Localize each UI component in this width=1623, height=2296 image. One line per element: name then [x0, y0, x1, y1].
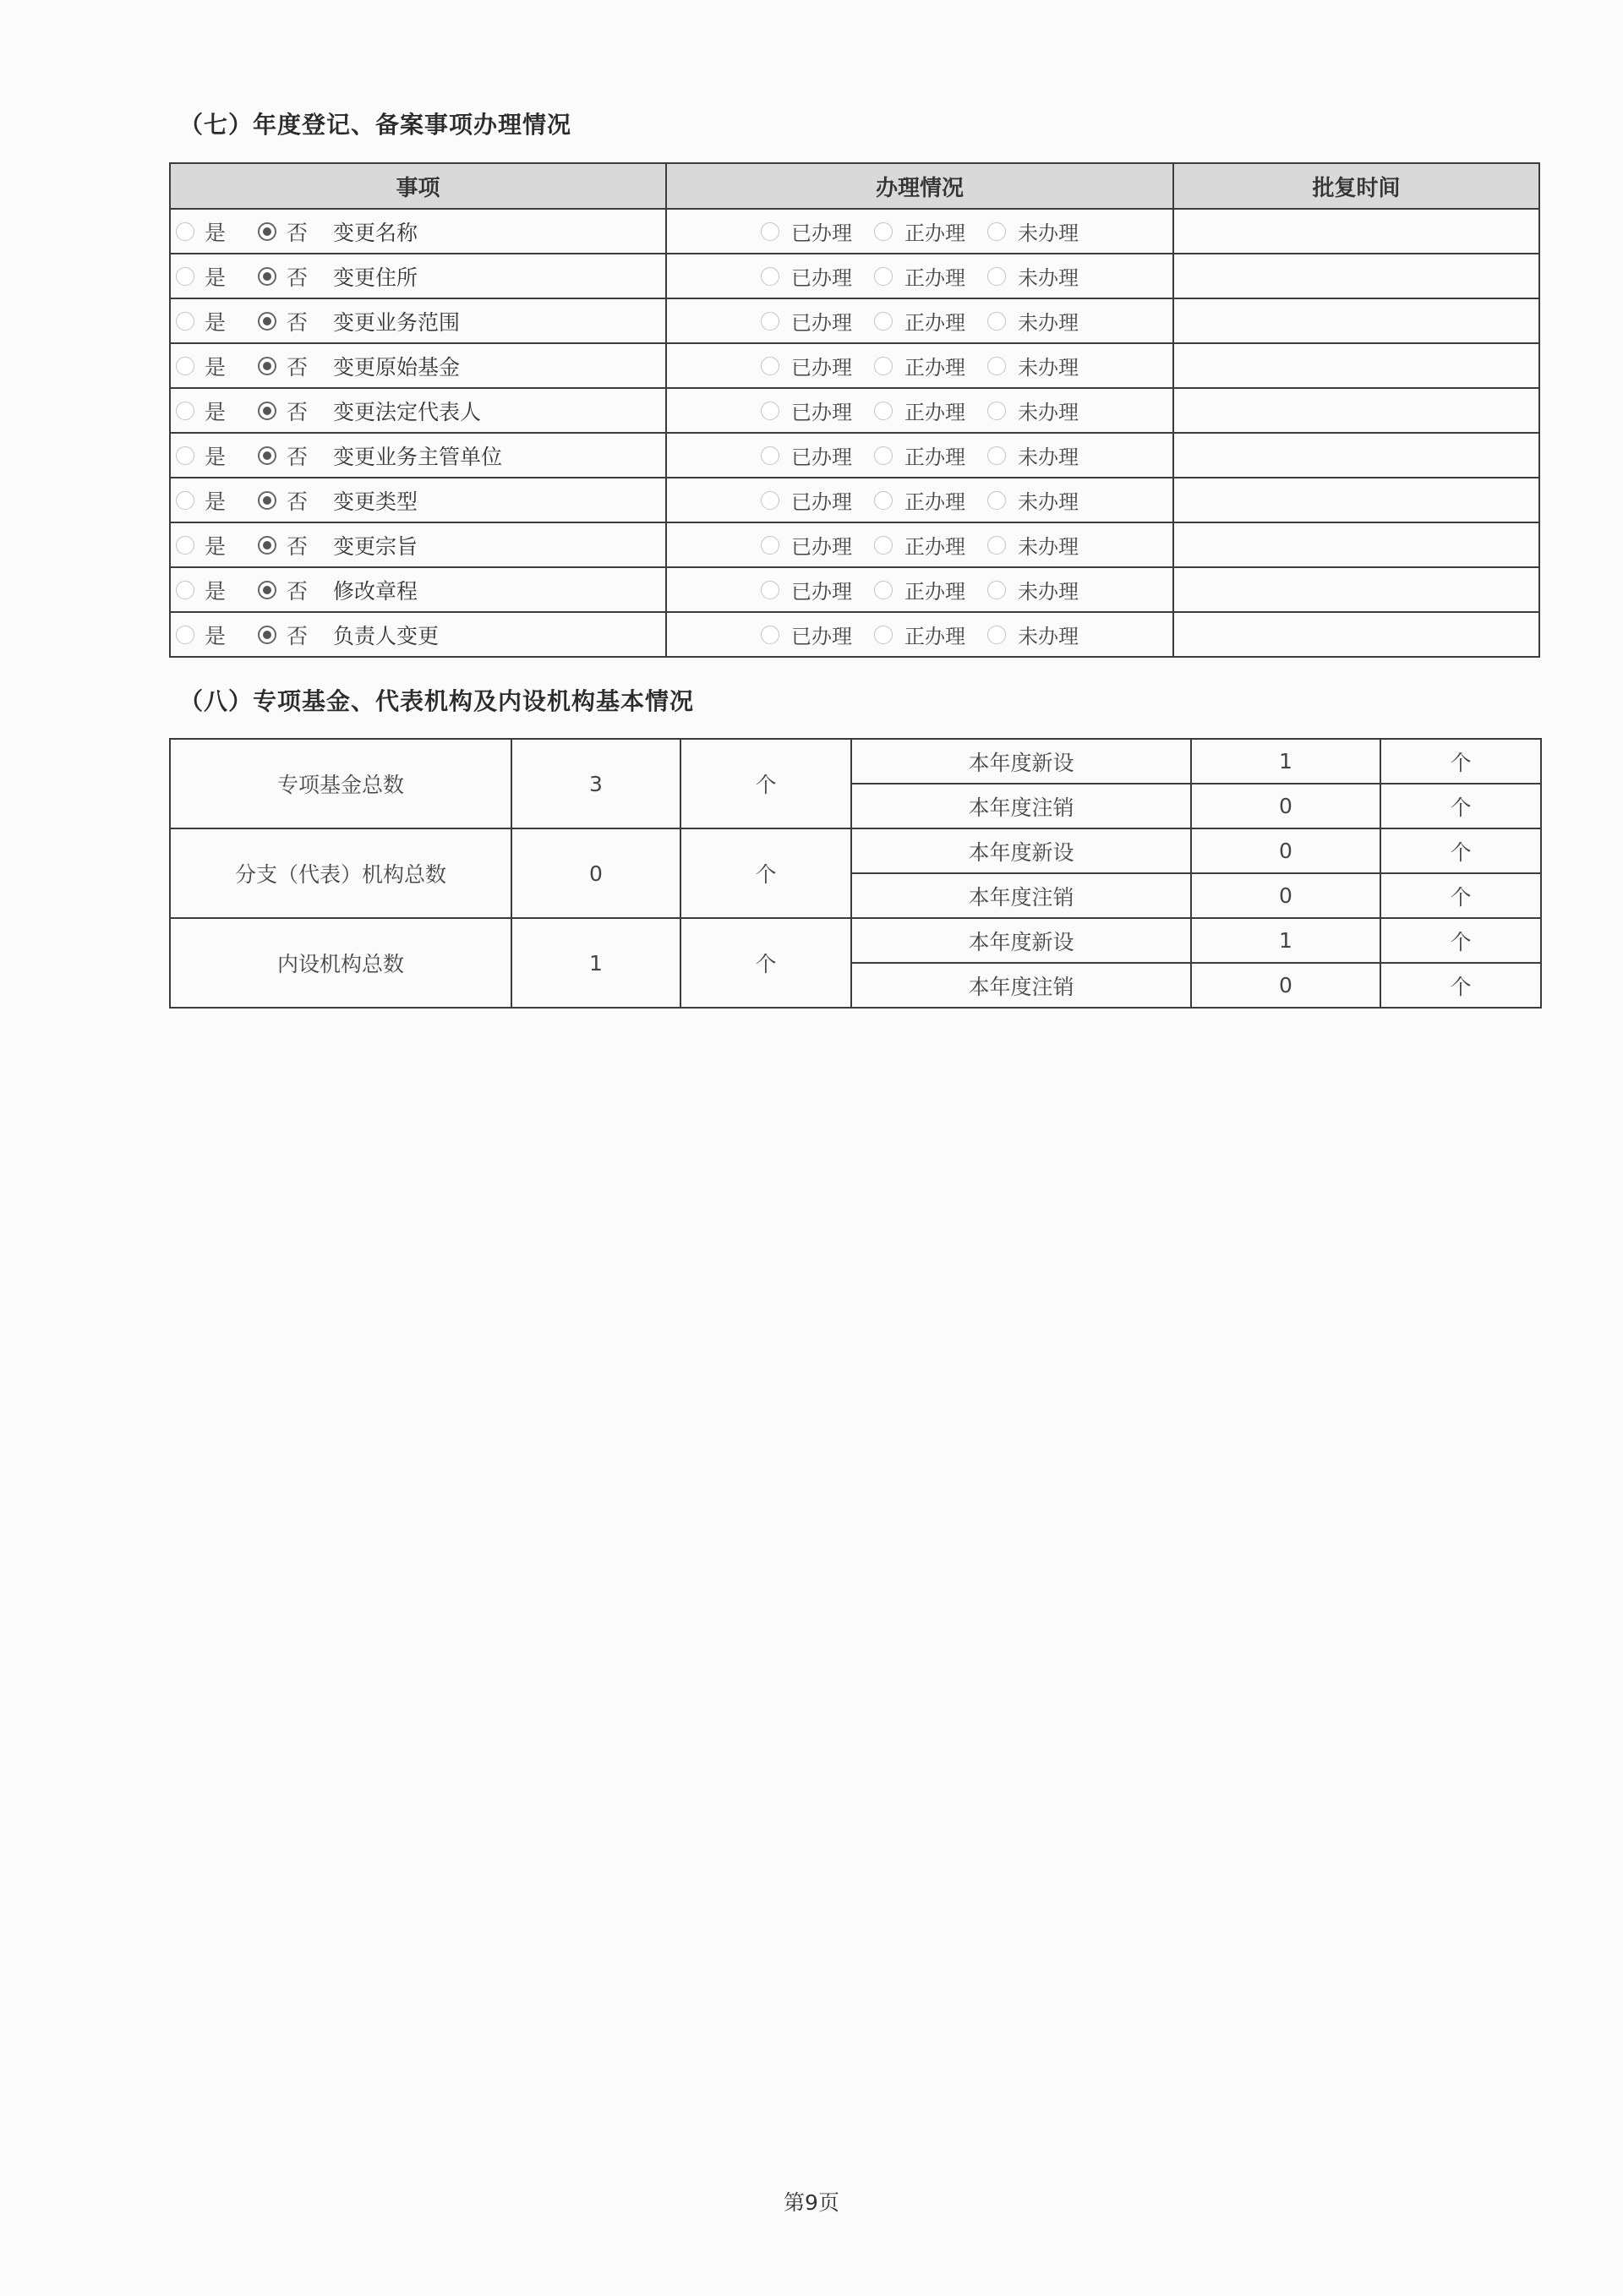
table-row	[170, 739, 1541, 784]
group-label: 专项基金总数	[170, 739, 511, 828]
no-label: 否	[287, 354, 309, 380]
yes-label: 是	[205, 578, 227, 604]
status-radio[interactable]	[874, 402, 893, 420]
status-radio[interactable]	[761, 626, 779, 644]
status-option-label: 已办理	[791, 580, 852, 604]
item-name: 变更原始基金	[333, 354, 461, 380]
yes-label: 是	[205, 220, 227, 245]
status-radio[interactable]	[761, 312, 779, 331]
yes-radio[interactable]	[176, 312, 194, 331]
yes-label: 是	[205, 265, 227, 290]
status-option-label: 已办理	[791, 311, 852, 335]
section-8-title: （八）专项基金、代表机构及内设机构基本情况	[179, 687, 695, 715]
table-header-row	[170, 163, 1539, 209]
item-cell	[170, 298, 666, 343]
item-cell	[170, 209, 666, 254]
item-name: 修改章程	[333, 578, 418, 604]
status-cell	[666, 433, 1173, 478]
status-option-label: 未办理	[1018, 311, 1079, 335]
yes-label: 是	[205, 399, 227, 424]
status-option-label: 未办理	[1018, 535, 1079, 559]
unit-label: 个	[680, 918, 851, 1008]
item-cell	[170, 612, 666, 657]
new-count: 0	[1191, 828, 1380, 873]
new-count: 1	[1191, 739, 1380, 784]
status-option-label: 正办理	[904, 446, 965, 469]
page-number: 第9页	[784, 2190, 839, 2215]
section-7-title: （七）年度登记、备案事项办理情况	[179, 111, 572, 139]
cancel-label: 本年度注销	[851, 873, 1191, 918]
approval-time-cell[interactable]	[1173, 298, 1539, 343]
approval-time-cell[interactable]	[1173, 567, 1539, 612]
item-cell	[170, 388, 666, 433]
table-row	[170, 918, 1541, 963]
no-radio[interactable]	[258, 626, 276, 644]
status-radio[interactable]	[987, 222, 1006, 241]
status-option-label: 未办理	[1018, 221, 1079, 245]
item-cell	[170, 343, 666, 388]
status-cell	[666, 209, 1173, 254]
no-radio[interactable]	[258, 536, 276, 555]
unit-label: 个	[1380, 873, 1541, 918]
status-radio[interactable]	[987, 267, 1006, 286]
status-option-label: 正办理	[904, 266, 965, 290]
status-radio[interactable]	[874, 222, 893, 241]
table-row	[170, 209, 1539, 254]
cancel-count: 0	[1191, 963, 1380, 1008]
status-option-label: 正办理	[904, 401, 965, 424]
status-cell	[666, 478, 1173, 522]
status-radio[interactable]	[761, 446, 779, 465]
new-count: 1	[1191, 918, 1380, 963]
no-label: 否	[287, 444, 309, 469]
status-cell	[666, 612, 1173, 657]
cancel-count: 0	[1191, 873, 1380, 918]
yes-radio[interactable]	[176, 626, 194, 644]
status-radio[interactable]	[761, 267, 779, 286]
no-label: 否	[287, 265, 309, 290]
table-row	[170, 254, 1539, 298]
no-radio[interactable]	[258, 491, 276, 510]
group-total: 0	[511, 828, 680, 918]
status-option-label: 已办理	[791, 446, 852, 469]
status-radio[interactable]	[761, 491, 779, 510]
status-option-label: 正办理	[904, 535, 965, 559]
table-row	[170, 522, 1539, 567]
status-radio[interactable]	[874, 491, 893, 510]
status-radio[interactable]	[987, 581, 1006, 599]
item-name: 负责人变更	[333, 623, 440, 648]
yes-radio[interactable]	[176, 581, 194, 599]
unit-label: 个	[1380, 918, 1541, 963]
group-label: 内设机构总数	[170, 918, 511, 1008]
status-option-label: 已办理	[791, 356, 852, 380]
yes-label: 是	[205, 444, 227, 469]
table-row	[170, 433, 1539, 478]
table-row	[170, 567, 1539, 612]
status-option-label: 未办理	[1018, 625, 1079, 648]
status-radio[interactable]	[874, 536, 893, 555]
status-radio[interactable]	[874, 581, 893, 599]
status-radio[interactable]	[987, 402, 1006, 420]
group-total: 3	[511, 739, 680, 828]
unit-label: 个	[1380, 784, 1541, 828]
status-option-label: 正办理	[904, 580, 965, 604]
status-cell	[666, 388, 1173, 433]
approval-time-cell[interactable]	[1173, 254, 1539, 298]
status-option-label: 正办理	[904, 311, 965, 335]
status-radio[interactable]	[874, 357, 893, 375]
yes-radio[interactable]	[176, 402, 194, 420]
yes-label: 是	[205, 354, 227, 380]
table-row	[170, 478, 1539, 522]
approval-time-cell[interactable]	[1173, 478, 1539, 522]
status-option-label: 正办理	[904, 356, 965, 380]
table-row	[170, 388, 1539, 433]
status-cell	[666, 254, 1173, 298]
status-radio[interactable]	[987, 536, 1006, 555]
item-cell	[170, 522, 666, 567]
status-option-label: 未办理	[1018, 401, 1079, 424]
status-option-label: 已办理	[791, 221, 852, 245]
unit-label: 个	[680, 739, 851, 828]
status-option-label: 已办理	[791, 625, 852, 648]
unit-label: 个	[1380, 828, 1541, 873]
status-radio[interactable]	[874, 312, 893, 331]
status-option-label: 已办理	[791, 266, 852, 290]
status-option-label: 未办理	[1018, 266, 1079, 290]
status-cell	[666, 298, 1173, 343]
no-radio[interactable]	[258, 357, 276, 375]
unit-label: 个	[680, 828, 851, 918]
approval-time-cell[interactable]	[1173, 343, 1539, 388]
status-radio[interactable]	[874, 446, 893, 465]
yes-label: 是	[205, 623, 227, 648]
status-radio[interactable]	[761, 581, 779, 599]
status-option-label: 正办理	[904, 490, 965, 514]
status-option-label: 未办理	[1018, 580, 1079, 604]
item-cell	[170, 478, 666, 522]
status-cell	[666, 522, 1173, 567]
item-cell	[170, 254, 666, 298]
status-radio[interactable]	[987, 626, 1006, 644]
status-radio[interactable]	[761, 357, 779, 375]
no-label: 否	[287, 623, 309, 648]
item-name: 变更名称	[333, 220, 418, 245]
table-row	[170, 612, 1539, 657]
yes-radio[interactable]	[176, 222, 194, 241]
item-cell	[170, 567, 666, 612]
no-label: 否	[287, 220, 309, 245]
no-label: 否	[287, 533, 309, 559]
status-radio[interactable]	[874, 626, 893, 644]
status-radio[interactable]	[987, 491, 1006, 510]
status-radio[interactable]	[987, 312, 1006, 331]
status-radio[interactable]	[761, 536, 779, 555]
yes-radio[interactable]	[176, 357, 194, 375]
yes-label: 是	[205, 309, 227, 335]
header-status: 办理情况	[666, 163, 1173, 209]
item-name: 变更宗旨	[333, 533, 418, 559]
group-label: 分支（代表）机构总数	[170, 828, 511, 918]
yes-radio[interactable]	[176, 446, 194, 465]
table-row	[170, 343, 1539, 388]
institutions-table	[169, 738, 1542, 1009]
no-radio[interactable]	[258, 312, 276, 331]
item-name: 变更业务范围	[333, 309, 461, 335]
yes-radio[interactable]	[176, 267, 194, 286]
registration-items-table	[169, 162, 1540, 658]
no-label: 否	[287, 399, 309, 424]
status-radio[interactable]	[987, 446, 1006, 465]
status-option-label: 未办理	[1018, 356, 1079, 380]
no-radio[interactable]	[258, 402, 276, 420]
unit-label: 个	[1380, 739, 1541, 784]
item-name: 变更类型	[333, 489, 418, 514]
yes-radio[interactable]	[176, 491, 194, 510]
no-radio[interactable]	[258, 222, 276, 241]
no-label: 否	[287, 309, 309, 335]
no-radio[interactable]	[258, 267, 276, 286]
cancel-label: 本年度注销	[851, 784, 1191, 828]
no-radio[interactable]	[258, 581, 276, 599]
status-option-label: 未办理	[1018, 490, 1079, 514]
status-option-label: 已办理	[791, 401, 852, 424]
yes-label: 是	[205, 489, 227, 514]
status-option-label: 未办理	[1018, 446, 1079, 469]
item-cell	[170, 433, 666, 478]
approval-time-cell[interactable]	[1173, 522, 1539, 567]
status-radio[interactable]	[761, 402, 779, 420]
group-total: 1	[511, 918, 680, 1008]
status-radio[interactable]	[987, 357, 1006, 375]
no-radio[interactable]	[258, 446, 276, 465]
status-option-label: 已办理	[791, 535, 852, 559]
status-cell	[666, 567, 1173, 612]
item-name: 变更法定代表人	[333, 399, 482, 424]
unit-label: 个	[1380, 963, 1541, 1008]
status-radio[interactable]	[874, 267, 893, 286]
status-option-label: 已办理	[791, 490, 852, 514]
new-label: 本年度新设	[851, 828, 1191, 873]
status-radio[interactable]	[761, 222, 779, 241]
table-row	[170, 298, 1539, 343]
cancel-label: 本年度注销	[851, 963, 1191, 1008]
approval-time-cell[interactable]	[1173, 209, 1539, 254]
no-label: 否	[287, 578, 309, 604]
new-label: 本年度新设	[851, 918, 1191, 963]
status-option-label: 正办理	[904, 221, 965, 245]
new-label: 本年度新设	[851, 739, 1191, 784]
status-cell	[666, 343, 1173, 388]
header-item: 事项	[170, 163, 666, 209]
approval-time-cell[interactable]	[1173, 612, 1539, 657]
item-name: 变更业务主管单位	[333, 444, 503, 469]
no-label: 否	[287, 489, 309, 514]
approval-time-cell[interactable]	[1173, 433, 1539, 478]
yes-radio[interactable]	[176, 536, 194, 555]
approval-time-cell[interactable]	[1173, 388, 1539, 433]
item-name: 变更住所	[333, 265, 418, 290]
status-option-label: 正办理	[904, 625, 965, 648]
yes-label: 是	[205, 533, 227, 559]
header-approval-time: 批复时间	[1173, 163, 1539, 209]
cancel-count: 0	[1191, 784, 1380, 828]
table-row	[170, 828, 1541, 873]
